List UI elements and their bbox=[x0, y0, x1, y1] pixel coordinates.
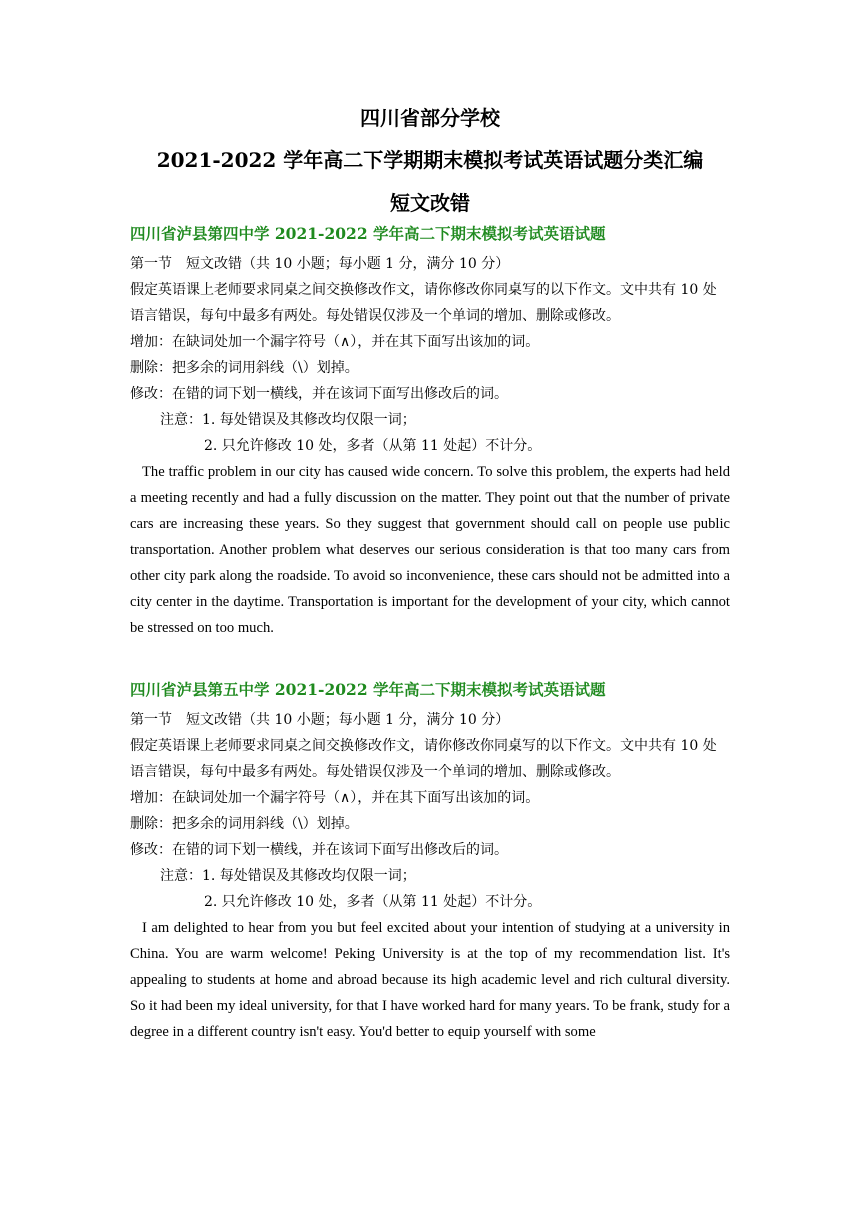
document-page bbox=[130, 100, 730, 1045]
passage-text: The traffic problem in our city has caused wide concern. To solve this problem, the experts had held a meeting recently and had a fully discussion on the matter. They point out that the number of private cars are increasing these years. So they suggest that government should call on people use public transportation. Another problem what deserves our serious consideration is that too many cars from other city park along the roadside. To avoid so inconvenience, these cars should not be admitted into a city center in the daytime. Transportation is important for the development of your city, which cannot be stressed on too much. bbox=[130, 464, 730, 636]
doc-title-line2: 2021-2022 学年高二下学期期末模拟考试英语试题分类汇编 bbox=[156, 148, 704, 172]
note-1: 注意：1. 每处错误及其修改均仅限一词； bbox=[160, 868, 416, 884]
section-1 bbox=[130, 223, 730, 641]
instruction-text: 假定英语课上老师要求同桌之间交换修改作文，请你修改你同桌写的以下作文。文中共有 10 处语言错误，每句中最多有两处。每处错误仅涉及一个单词的增加、删除或修改。 bbox=[130, 738, 717, 780]
doc-title-line3: 短文改错 bbox=[390, 191, 470, 215]
part-heading: 第一节 短文改错（共 10 小题；每小题 1 分，满分 10 分） bbox=[130, 256, 510, 272]
note-1: 注意：1. 每处错误及其修改均仅限一词； bbox=[160, 412, 416, 428]
passage-text: I am delighted to hear from you but feel excited about your intention of studying at a university in China. You are warm welcome! Peking University is at the top of my recommendation list. It's appealing to students at home and abroad because its high academic level and rich cultural diversity. So it had been my ideal university, for that I have worked hard for many years. To be frank, study for a degree in a different country isn't easy. You'd better to equip yourself with some bbox=[130, 920, 730, 1040]
instruction-text: 假定英语课上老师要求同桌之间交换修改作文，请你修改你同桌写的以下作文。文中共有 10 处语言错误，每句中最多有两处。每处错误仅涉及一个单词的增加、删除或修改。 bbox=[130, 282, 717, 324]
add-rule: 增加：在缺词处加一个漏字符号（∧），并在其下面写出该加的词。 bbox=[130, 334, 540, 350]
note-2: 2. 只允许修改 10 处，多者（从第 11 处起）不计分。 bbox=[204, 894, 542, 910]
doc-title-line1: 四川省部分学校 bbox=[360, 106, 500, 130]
section-2 bbox=[130, 679, 730, 1045]
delete-rule: 删除：把多余的词用斜线（\）划掉。 bbox=[130, 816, 359, 832]
add-rule: 增加：在缺词处加一个漏字符号（∧），并在其下面写出该加的词。 bbox=[130, 790, 540, 806]
delete-rule: 删除：把多余的词用斜线（\）划掉。 bbox=[130, 360, 359, 376]
section-source-heading: 四川省泸县第五中学 2021-2022 学年高二下期末模拟考试英语试题 bbox=[130, 680, 606, 699]
modify-rule: 修改：在错的词下划一横线，并在该词下面写出修改后的词。 bbox=[130, 386, 508, 402]
modify-rule: 修改：在错的词下划一横线，并在该词下面写出修改后的词。 bbox=[130, 842, 508, 858]
section-source-heading: 四川省泸县第四中学 2021-2022 学年高二下期末模拟考试英语试题 bbox=[130, 224, 606, 243]
note-2: 2. 只允许修改 10 处，多者（从第 11 处起）不计分。 bbox=[204, 438, 542, 454]
part-heading: 第一节 短文改错（共 10 小题；每小题 1 分，满分 10 分） bbox=[130, 712, 510, 728]
